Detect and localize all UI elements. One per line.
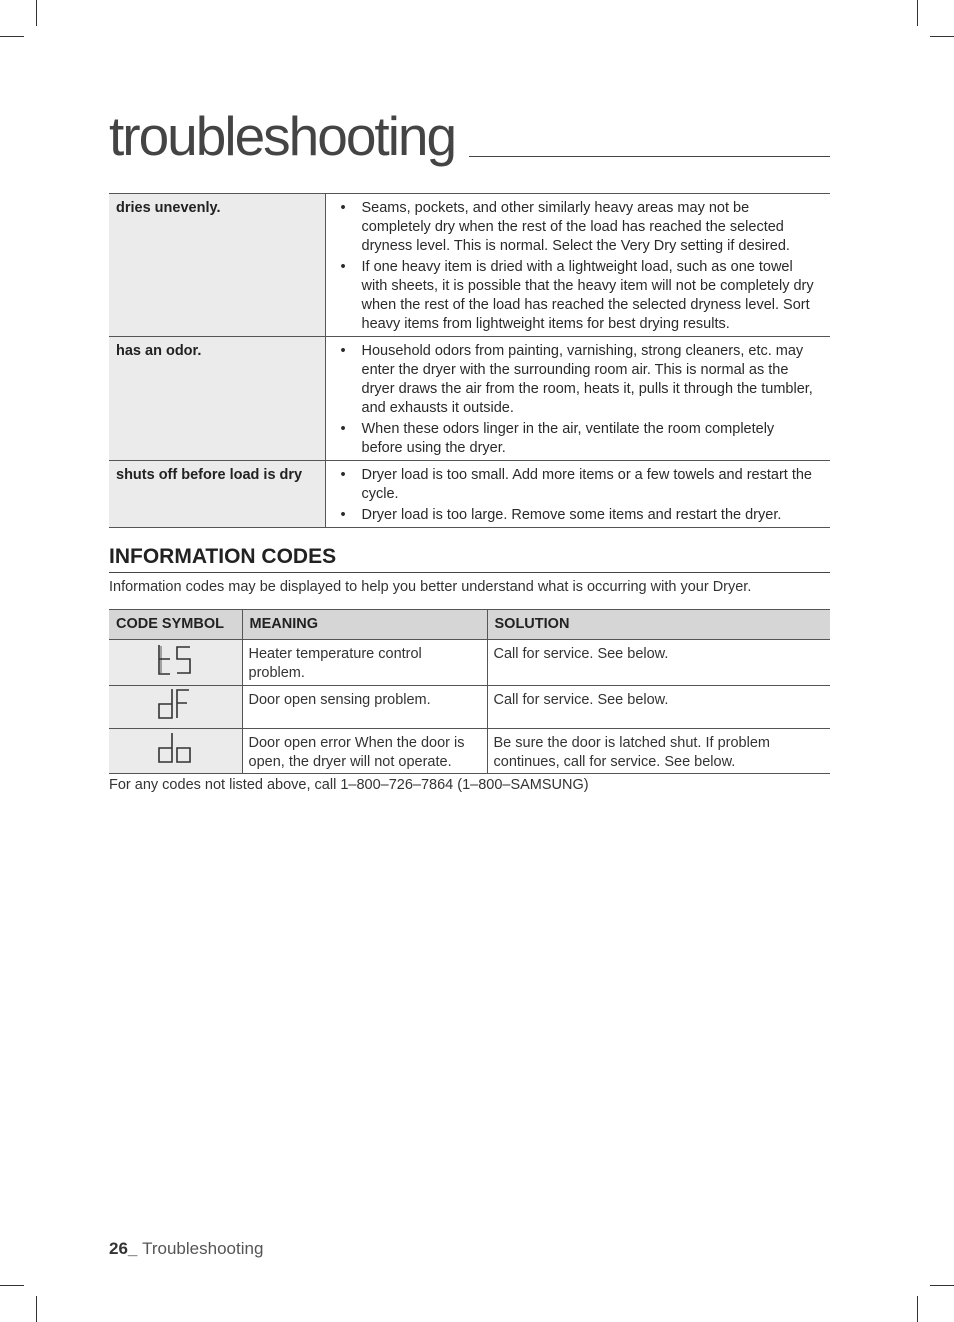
page-number: 26 (109, 1239, 128, 1258)
column-header: MEANING (242, 610, 487, 640)
list-item: • Seams, pockets, and other similarly heavy areas may not be completely dry when the rest of the load has reached the selected dryness level. This is normal. Select the Very Dry setting if desired. (336, 199, 819, 256)
solution-cell: Call for service. See below. (487, 640, 830, 686)
column-header: CODE SYMBOL (109, 610, 242, 640)
crop-mark (917, 1296, 918, 1322)
crop-mark (36, 0, 37, 26)
crop-mark (0, 1285, 24, 1286)
code-symbol-cell (109, 729, 242, 774)
page-title: troubleshooting (109, 105, 456, 167)
troubleshooting-table (109, 193, 830, 528)
tS-segment-display-icon (155, 643, 195, 677)
information-codes-table (109, 609, 830, 774)
codes-note: For any codes not listed above, call 1–800–726–7864 (1–800–SAMSUNG) (109, 777, 589, 793)
code-symbol-cell (109, 640, 242, 686)
solution-list (336, 466, 819, 525)
list-item: • Dryer load is too large. Remove some items and restart the dryer. (336, 506, 819, 525)
meaning-cell: Heater temperature control problem. (242, 640, 487, 686)
solution-cell: Call for service. See below. (487, 686, 830, 729)
solution-list (336, 342, 819, 458)
problem-cell: shuts off before load is dry (109, 461, 325, 528)
do-segment-display-icon (155, 731, 195, 765)
solution-list (336, 199, 819, 334)
solution-cell (325, 461, 830, 528)
column-header: SOLUTION (487, 610, 830, 640)
meaning-cell: Door open error When the door is open, the dryer will not operate. (242, 729, 487, 774)
solution-cell (325, 337, 830, 461)
list-item: • Dryer load is too small. Add more items or a few towels and restart the cycle. (336, 466, 819, 504)
table-row (109, 194, 830, 337)
footer-separator: _ (127, 1239, 143, 1258)
table-row (109, 461, 830, 528)
section-title: INFORMATION CODES (109, 544, 830, 573)
page-header (109, 100, 830, 167)
meaning-cell: Door open sensing problem. (242, 686, 487, 729)
title-rule (469, 156, 830, 157)
solution-cell: Be sure the door is latched shut. If problem continues, call for service. See below. (487, 729, 830, 774)
crop-mark (0, 36, 24, 37)
problem-cell: dries unevenly. (109, 194, 325, 337)
crop-mark (36, 1296, 37, 1322)
table-row (109, 729, 830, 774)
table-row (109, 686, 830, 729)
problem-cell: has an odor. (109, 337, 325, 461)
table-header-row (109, 610, 830, 640)
code-symbol-cell (109, 686, 242, 729)
section-intro: Information codes may be displayed to help you better understand what is occurring with your Dryer. (109, 579, 752, 595)
crop-mark (930, 1285, 954, 1286)
page-footer (109, 1239, 263, 1259)
crop-mark (930, 36, 954, 37)
crop-mark (917, 0, 918, 26)
list-item: • Household odors from painting, varnishing, strong cleaners, etc. may enter the dryer with the surrounding room air. This is normal as the dryer draws the air from the room, heats it, pulls it through the tumbler, and exhausts it outside. (336, 342, 819, 418)
list-item: • If one heavy item is dried with a lightweight load, such as one towel with sheets, it is possible that the heavy item will not be completely dry when the rest of the load has reached the selected dryness level. Sort heavy items from lightweight items for best drying results. (336, 258, 819, 334)
solution-cell (325, 194, 830, 337)
dF-segment-display-icon (155, 687, 195, 721)
table-row (109, 337, 830, 461)
table-row (109, 640, 830, 686)
list-item: • When these odors linger in the air, ventilate the room completely before using the dryer. (336, 420, 819, 458)
footer-section: Troubleshooting (142, 1239, 264, 1258)
